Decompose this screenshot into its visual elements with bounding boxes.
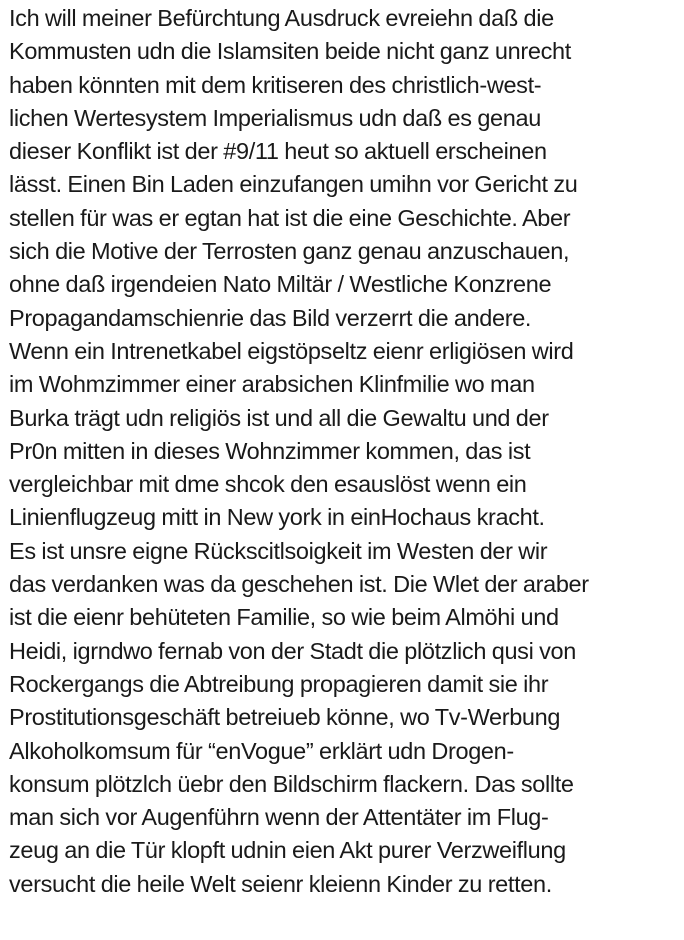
text-line: konsum plötzlch üebr den Bildschirm flackern. Das sollte bbox=[9, 770, 574, 797]
text-line: dieser Konflikt ist der #9/11 heut so aktuell erscheinen bbox=[9, 138, 547, 165]
text-line: vergleichbar mit dme shcok den esauslöst wenn ein bbox=[9, 471, 527, 498]
text-line: man sich vor Augenführn wenn der Attentäter im Flug- bbox=[9, 804, 549, 831]
body-text bbox=[9, 2, 681, 901]
text-line: Es ist unsre eigne Rückscitlsoigkeit im Westen der wir bbox=[9, 537, 548, 564]
text-line: lässt. Einen Bin Laden einzufangen umihn vor Gericht zu bbox=[9, 171, 578, 198]
text-line: ohne daß irgendeien Nato Miltär / Westliche Konzrene bbox=[9, 271, 552, 298]
text-line: Alkoholkomsum für “enVogue” erklärt udn Drogen- bbox=[9, 737, 514, 764]
text-line: im Wohmzimmer einer arabsichen Klinfmilie wo man bbox=[9, 371, 535, 398]
text-line: Prostitutionsgeschäft betreiueb könne, wo Tv-Werbung bbox=[9, 704, 561, 731]
text-line: Linienflugzeug mitt in New york in einHochaus kracht. bbox=[9, 504, 545, 531]
text-line: ist die eienr behüteten Familie, so wie beim Almöhi und bbox=[9, 604, 559, 631]
text-line: das verdanken was da geschehen ist. Die Wlet der araber bbox=[9, 571, 589, 598]
text-line: Kommusten udn die Islamsiten beide nicht ganz unrecht bbox=[9, 38, 571, 65]
text-line: Ich will meiner Befürchtung Ausdruck evreiehn daß die bbox=[9, 5, 554, 31]
text-line: Rockergangs die Abtreibung propagieren damit sie ihr bbox=[9, 670, 549, 697]
text-line: Pr0n mitten in dieses Wohnzimmer kommen, das ist bbox=[9, 437, 531, 464]
text-line: Propagandamschienrie das Bild verzerrt die andere. bbox=[9, 304, 532, 331]
text-line: haben könnten mit dem kritiseren des christlich-west- bbox=[9, 71, 542, 98]
text-line: stellen für was er egtan hat ist die eine Geschichte. Aber bbox=[9, 204, 571, 231]
text-line: Burka trägt udn religiös ist und all die Gewaltu und der bbox=[9, 404, 549, 431]
text-line: lichen Wertesystem Imperialismus udn daß es genau bbox=[9, 104, 541, 131]
text-line: sich die Motive der Terrosten ganz genau anzuschauen, bbox=[9, 238, 570, 265]
text-line: Wenn ein Intrenetkabel eigstöpseltz eienr erligiösen wird bbox=[9, 337, 574, 364]
text-line: zeug an die Tür klopft udnin eien Akt purer Verzweiflung bbox=[9, 837, 566, 864]
text-line: Heidi, igrndwo fernab von der Stadt die plötzlich qusi von bbox=[9, 637, 576, 664]
text-line: versucht die heile Welt seienr kleienn Kinder zu retten. bbox=[9, 870, 552, 897]
